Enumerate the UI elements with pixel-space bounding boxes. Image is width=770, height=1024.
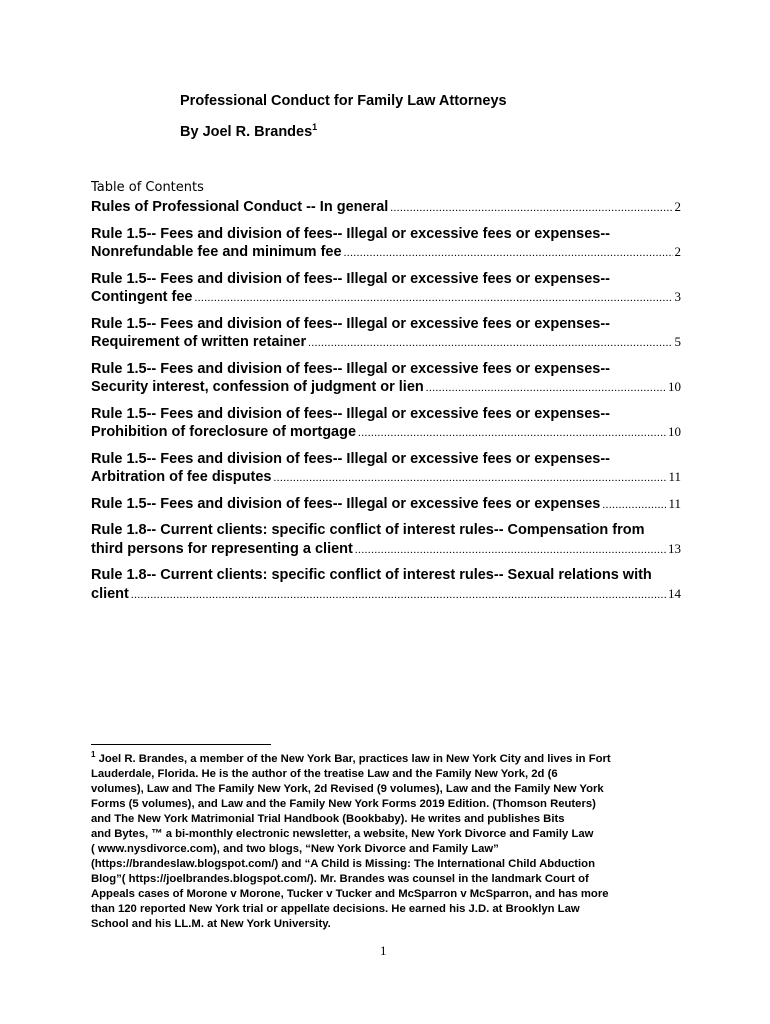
footnote-marker: 1: [91, 750, 96, 760]
toc-entry[interactable]: [91, 198, 681, 218]
toc-entry-text: Rule 1.5-- Fees and division of fees-- Illegal or excessive fees or expenses--: [91, 225, 610, 242]
toc-entry[interactable]: [91, 405, 681, 443]
leader-dots: [195, 289, 673, 308]
toc-entry-text: Prohibition of foreclosure of mortgage: [91, 424, 357, 440]
toc-page-number: 2: [674, 244, 681, 259]
toc-entry-text: third persons for representing a client: [91, 540, 353, 557]
toc-page-number: 14: [668, 585, 681, 601]
toc-entry-text: Requirement of written retainer: [91, 334, 307, 350]
leader-dots: [308, 334, 672, 353]
footnote-line: and The New York Matrimonial Trial Handbook (Bookbaby). He writes and publishes Bits: [91, 813, 565, 825]
toc-line: [91, 243, 681, 263]
toc-page-number: 2: [674, 199, 681, 214]
toc-page-number: 11: [668, 495, 681, 511]
leader-dots: [355, 541, 666, 560]
toc-entry[interactable]: [91, 225, 681, 263]
footnote-line: Forms (5 volumes), and Law and the Family New York Forms 2019 Edition. (Thomson Reuters): [91, 798, 596, 810]
toc-entry-text: Nonrefundable fee and minimum fee: [91, 244, 342, 260]
toc-line: [91, 585, 681, 605]
toc-entry-text: Rule 1.5-- Fees and division of fees-- Illegal or excessive fees or expenses: [91, 495, 601, 512]
toc-entry-text: Rule 1.5-- Fees and division of fees-- Illegal or excessive fees or expenses--: [91, 405, 610, 422]
toc-line: [91, 333, 681, 353]
leader-dots: [273, 469, 666, 488]
toc-entry[interactable]: [91, 315, 681, 353]
footnote-line: Appeals cases of Morone v Morone, Tucker v Tucker and McSparron v McSparron, and has more: [91, 888, 609, 900]
toc-line: [91, 495, 681, 515]
toc-entry-text: Rule 1.5-- Fees and division of fees-- Illegal or excessive fees or expenses--: [91, 450, 610, 467]
toc-page-number: 11: [668, 469, 681, 484]
toc-entry-text: Contingent fee: [91, 289, 193, 305]
toc-line: [91, 378, 681, 398]
leader-dots: [344, 244, 673, 263]
toc-entry[interactable]: [91, 450, 681, 488]
leader-dots: [358, 424, 666, 443]
toc-entry[interactable]: [91, 270, 681, 308]
toc-entry-text: Security interest, confession of judgment or lien: [91, 379, 424, 395]
footnote-line: School and his LL.M. at New York University.: [91, 918, 331, 930]
toc-entry-text: client: [91, 585, 129, 602]
footnote-line: Lauderdale, Florida. He is the author of the treatise Law and the Family New York, 2d (6: [91, 768, 558, 780]
toc-entry-text: Rules of Professional Conduct -- In general: [91, 199, 389, 215]
footnote-reference[interactable]: 1: [312, 122, 318, 133]
footnote-separator: [91, 744, 271, 745]
toc-entry-text: Rule 1.5-- Fees and division of fees-- Illegal or excessive fees or expenses--: [91, 315, 610, 332]
toc-line: [91, 288, 681, 308]
toc-entry[interactable]: [91, 360, 681, 398]
leader-dots: [602, 496, 666, 515]
footnote-line: volumes), Law and The Family New York, 2d Revised (9 volumes), Law and the Family New York: [91, 783, 604, 795]
toc-entry[interactable]: [91, 521, 681, 559]
toc-entry-text: Rule 1.8-- Current clients: specific conflict of interest rules-- Compensation from: [91, 522, 645, 538]
footnote-line: (https://brandeslaw.blogspot.com/) and “A Child is Missing: The International Child Abduction: [91, 858, 595, 870]
footnote: [91, 752, 681, 932]
footnote-line: [91, 752, 681, 767]
toc-entry[interactable]: [91, 495, 681, 515]
toc-page-number: 3: [674, 289, 681, 304]
author-name: By Joel R. Brandes: [180, 124, 313, 140]
toc-entry-text: Rule 1.5-- Fees and division of fees-- Illegal or excessive fees or expenses--: [91, 270, 610, 287]
toc-line: [91, 198, 681, 218]
toc-entry-text: Arbitration of fee disputes: [91, 469, 272, 485]
footnote-line: ( www.nysdivorce.com), and two blogs, “New York Divorce and Family Law”: [91, 843, 499, 855]
leader-dots: [426, 379, 666, 398]
toc-entry-text: Rule 1.8-- Current clients: specific conflict of interest rules-- Sexual relations with: [91, 567, 652, 583]
toc-line: [91, 540, 681, 560]
footnote-line: Blog”( https://joelbrandes.blogspot.com/). Mr. Brandes was counsel in the landmark Court of: [91, 873, 589, 885]
toc-page-number: 10: [668, 379, 681, 394]
page-number: 1: [380, 943, 387, 958]
toc-line: [91, 468, 681, 488]
footnote-text: Joel R. Brandes, a member of the New York Bar, practices law in New York City and lives in Fort: [98, 753, 611, 765]
toc-line: [91, 423, 681, 443]
author-byline: [180, 124, 317, 140]
toc-entry-text: Rule 1.5-- Fees and division of fees-- Illegal or excessive fees or expenses--: [91, 360, 610, 377]
document-title: Professional Conduct for Family Law Attorneys: [180, 93, 507, 109]
leader-dots: [390, 199, 672, 218]
toc-entry[interactable]: [91, 566, 681, 604]
toc-page-number: 5: [674, 334, 681, 349]
footnote-line: and Bytes, ™ a bi-monthly electronic newsletter, a website, New York Divorce and Family Law: [91, 828, 594, 840]
table-of-contents: [91, 198, 681, 611]
leader-dots: [131, 586, 666, 605]
toc-page-number: 10: [668, 424, 681, 439]
toc-page-number: 13: [668, 540, 681, 556]
footnote-line: than 120 reported New York trial or appellate decisions. He earned his J.D. at Brooklyn Law: [91, 903, 580, 915]
toc-heading: Table of Contents: [91, 180, 204, 195]
